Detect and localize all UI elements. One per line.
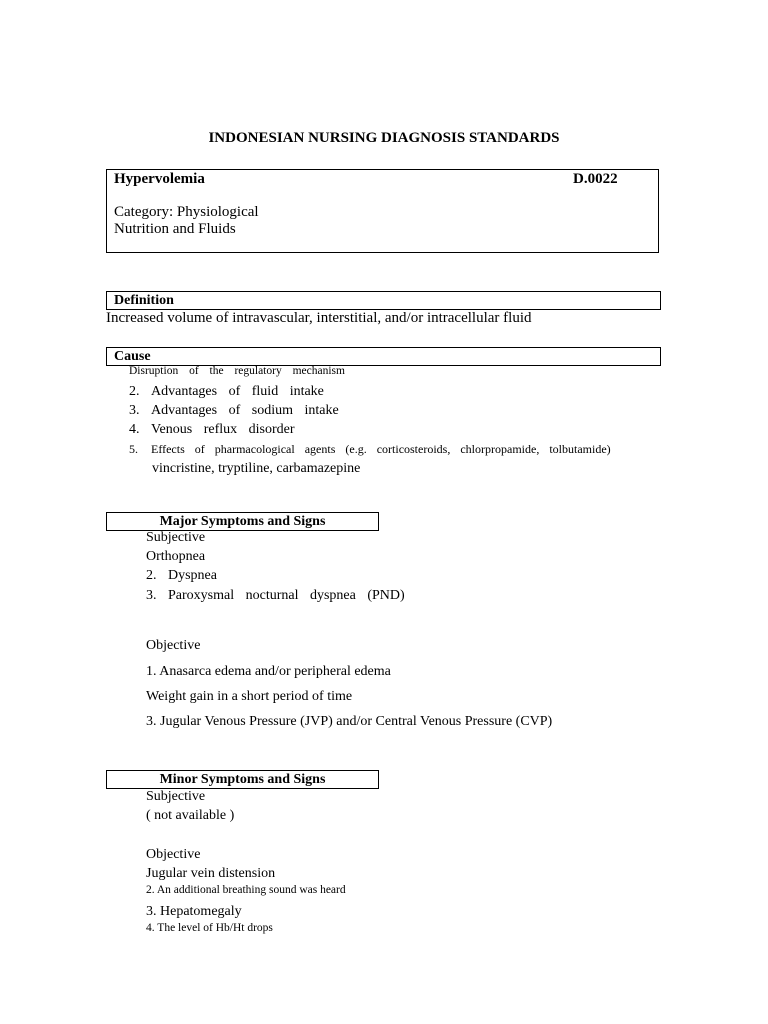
major-objective-label: Objective [146,638,201,653]
minor-objective-4: 4. The level of Hb/Ht drops [146,922,273,934]
major-subjective-2-text: Dyspnea [168,568,217,583]
cause-item-1: Disruption of the regulatory mechanism [129,365,345,377]
cause-item-3-num: 3. [129,403,140,418]
major-objective-1: 1. Anasarca edema and/or peripheral edema [146,664,391,679]
major-subjective-3 [146,588,405,604]
cause-item-3-text: Advantages of sodium intake [151,403,339,418]
cause-item-4-num: 4. [129,422,140,437]
major-objective-3: 3. Jugular Venous Pressure (JVP) and/or Central Venous Pressure (CVP) [146,714,553,729]
cause-item-5-continued: vincristine, tryptiline, carbamazepine [152,461,361,476]
diagnosis-header-box [106,169,659,253]
minor-subjective-label: Subjective [146,789,206,804]
diagnosis-category: Category: Physiological [114,204,259,220]
minor-objective-3: 3. Hepatomegaly [146,904,242,919]
major-objective-2: Weight gain in a short period of time [146,689,353,704]
major-signs-heading: Major Symptoms and Signs [106,512,379,531]
definition-heading: Definition [106,291,661,310]
diagnosis-name: Hypervolemia [114,171,205,187]
cause-item-2 [129,384,324,400]
diagnosis-code: D.0022 [573,171,618,187]
cause-heading: Cause [106,347,661,366]
minor-subjective-1: ( not available ) [146,808,235,823]
minor-objective-label: Objective [146,847,201,862]
major-subjective-1: Orthopnea [146,549,206,564]
cause-item-4-text: Venous reflux disorder [151,422,295,437]
cause-item-2-text: Advantages of fluid intake [151,384,324,399]
cause-item-2-num: 2. [129,384,140,399]
cause-item-4 [129,422,295,438]
major-subjective-label: Subjective [146,530,206,545]
major-subjective-2-num: 2. [146,568,157,583]
minor-objective-2: 2. An additional breathing sound was heard [146,884,346,896]
cause-item-5-text: Effects of pharmacological agents (e.g. corticosteroids, chlorpropamide, tolbutamide) [151,442,611,456]
major-subjective-3-num: 3. [146,588,157,603]
major-subjective-3-text: Paroxysmal nocturnal dyspnea (PND) [168,588,405,603]
minor-objective-1: Jugular vein distension [146,866,276,881]
cause-item-5 [129,442,611,457]
minor-signs-heading: Minor Symptoms and Signs [106,770,379,789]
diagnosis-subcategory: Nutrition and Fluids [114,221,236,237]
cause-item-3 [129,403,339,419]
definition-text: Increased volume of intravascular, interstitial, and/or intracellular fluid [106,310,532,326]
cause-item-5-num: 5. [129,442,138,456]
page-title: INDONESIAN NURSING DIAGNOSIS STANDARDS [208,130,560,146]
major-subjective-2 [146,568,217,584]
